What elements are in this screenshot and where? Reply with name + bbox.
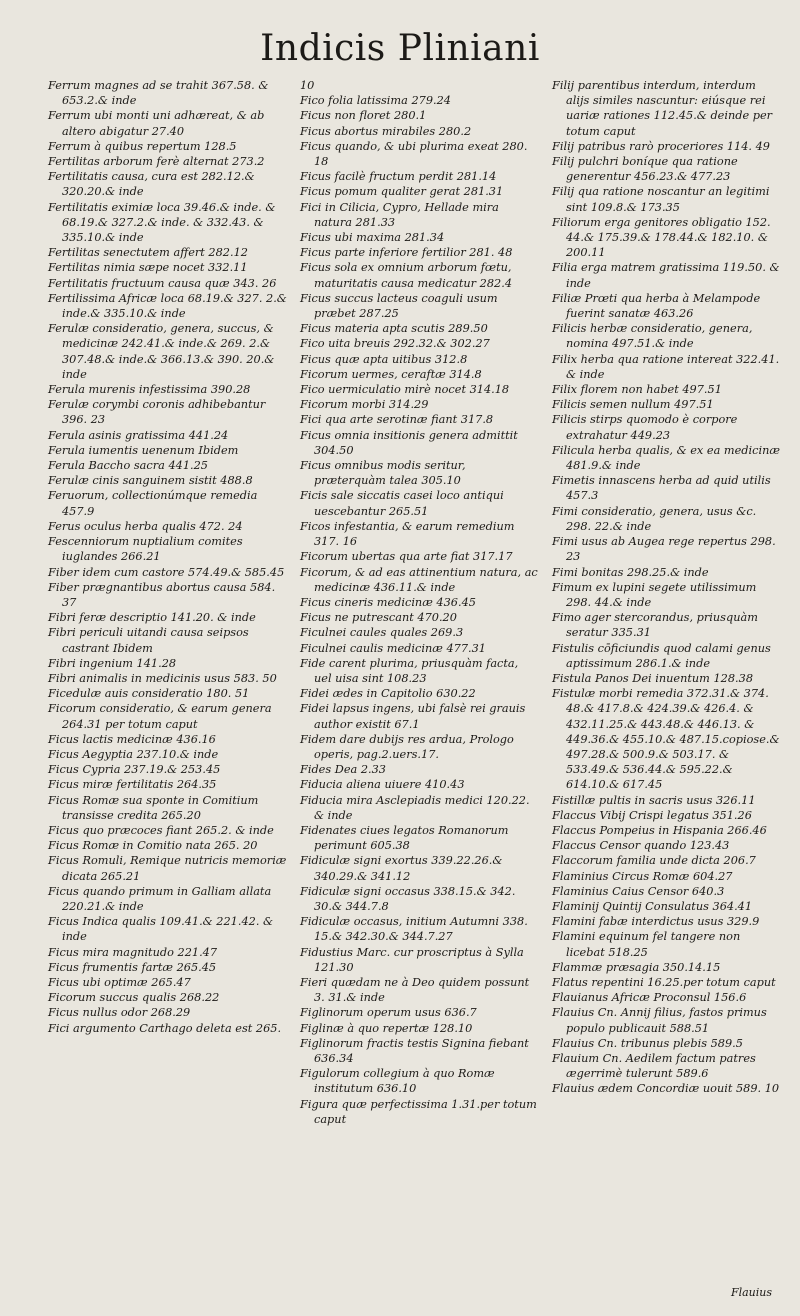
index-entry: Flaccus Censor quando 123.43 — [552, 839, 730, 853]
index-entry: Filij patribus rarò proceriores 114. 49 — [552, 139, 770, 153]
index-entry: Ficus cineris medicinæ 436.45 — [300, 595, 476, 609]
index-entry: Fistulæ morbi remedia 372.31.& 374. 48.& 417.8.& 424.39.& 426.4. & 432.11.25.& 443.48.& 446.13. & 449.36.& 455.10.& 487.15.copiose.& 497.28.& 500.9.& 503.17. & 533.49.& 536.44.& 595.22.& 614.10.& 617.45 — [552, 687, 780, 792]
index-entry: Filij pulchri boníque qua ratione generentur 456.23.& 477.23 — [552, 155, 738, 184]
index-entry: Ficus pomum qualiter gerat 281.31 — [300, 185, 504, 199]
index-entry: Figura quæ perfectissima 1.31.per totum caput — [300, 1097, 537, 1126]
index-entry: Ferrum ubi monti uni adhæreat, & ab altero abigatur 27.40 — [48, 109, 265, 138]
index-entry: Ficus Cypria 237.19.& 253.45 — [48, 763, 221, 777]
index-entry: Fici argumento Carthago deleta est 265. — [48, 1021, 282, 1035]
index-entry: Flammæ præsagia 350.14.15 — [552, 960, 721, 974]
index-entry: Ferula asinis gratissima 441.24 — [48, 428, 229, 442]
index-entry: Filicis stirps quomodo è corpore extrahatur 449.23 — [552, 413, 738, 442]
index-entry: Fiducia aliena uiuere 410.43 — [300, 778, 465, 792]
index-entry: Fidenates ciues legatos Romanorum perimunt 605.38 — [300, 823, 509, 853]
index-entry: Ficus miræ fertilitatis 264.35 — [48, 778, 217, 792]
index-entry: Ficus Romuli, Remique nutricis memoriæ dicata 265.21 — [48, 854, 287, 883]
index-entry: Filicula herba qualis, & ex ea medicinæ 481.9.& inde — [552, 443, 780, 473]
index-entry: Figlinæ à quo repertæ 128.10 — [300, 1021, 473, 1035]
index-entry: Ferula Baccho sacra 441.25 — [48, 459, 208, 473]
index-entry: Fides Dea 2.33 — [300, 763, 386, 777]
index-entry: Fimo ager stercorandus, priusquàm seratur 335.31 — [552, 611, 758, 640]
index-entry: Fistillæ pultis in sacris usus 326.11 — [552, 793, 756, 807]
index-entry: Flaminij Quintij Consulatus 364.41 — [552, 899, 753, 913]
index-entry: Flauianus Africæ Proconsul 156.6 — [552, 991, 747, 1005]
index-entry: Fico uermiculatio mirè nocet 314.18 — [300, 383, 510, 397]
index-entry: Ficis sale siccatis casei loco antiqui uescebantur 265.51 — [300, 489, 504, 518]
index-entry: Fimi usus ab Augea rege repertus 298. 23 — [552, 535, 776, 564]
index-entry: Ficus frumentis fartæ 265.45 — [48, 960, 217, 974]
index-entry: Fide carent plurima, priusquàm facta, uel uisa sint 108.23 — [300, 656, 519, 685]
index-entry: Ficorum, & ad eas attinentium natura, ac medicinæ 436.11.& inde — [300, 565, 538, 594]
index-entry: Fescenniorum nuptialium comites iuglandes 266.21 — [48, 535, 243, 564]
index-entry: Ficus mira magnitudo 221.47 — [48, 945, 218, 959]
index-entry: Ficorum succus qualis 268.22 — [48, 991, 220, 1005]
index-entry: Fertilitatis fructuum causa quæ 343. 26 — [48, 276, 277, 290]
index-entry: Fidustius Marc. cur proscriptus à Sylla 121.30 — [300, 945, 524, 974]
index-entry: Filicis semen nullum 497.51 — [552, 398, 714, 412]
index-entry: Fico folia latissima 279.24 — [300, 94, 451, 108]
index-entry: Fieri quædam ne à Deo quidem possunt 3. 31.& inde — [300, 975, 530, 1005]
index-entry: Fertilitas arborum ferè alternat 273.2 — [48, 155, 265, 169]
index-column-1 — [48, 78, 288, 1036]
index-entry: Filiæ Prœti qua herba à Melampode fuerint sanatæ 463.26 — [552, 291, 761, 321]
index-entry: Fidei ædes in Capitolio 630.22 — [300, 687, 476, 701]
index-entry: Ficus omnia insitionis genera admittit 304.50 — [300, 428, 518, 457]
index-entry: Filiorum erga genitores obligatio 152. 44.& 175.39.& 178.44.& 182.10. & 200.11 — [552, 215, 771, 260]
index-entry: Fidiculæ occasus, initium Autumni 338. 15.& 342.30.& 344.7.27 — [300, 915, 528, 944]
index-entry: Fidiculæ signi exortus 339.22.26.& 340.29.& 341.12 — [300, 854, 503, 883]
index-entry: 10 — [300, 79, 315, 92]
index-entry: Flauius Cn. Annij filius, fastos primus populo publicauit 588.51 — [552, 1006, 767, 1035]
index-entry: Ficus Romæ sua sponte in Comitium transisse credita 265.20 — [48, 793, 259, 822]
index-column-2 — [300, 78, 538, 1127]
index-entry: Ferus oculus herba qualis 472. 24 — [48, 519, 243, 533]
index-entry: Ficus quæ apta uitibus 312.8 — [300, 352, 468, 366]
index-entry: Ficus nullus odor 268.29 — [48, 1006, 191, 1020]
index-entry: Feruorum, collectionúmque remedia 457.9 — [48, 489, 258, 518]
index-entry: Flatus repentini 16.25.per totum caput — [552, 975, 776, 989]
index-entry: Ferrum à quibus repertum 128.5 — [48, 139, 237, 153]
index-entry: Flauius ædem Concordiæ uouit 589. 10 — [552, 1082, 780, 1096]
index-entry: Flaccorum familia unde dicta 206.7 — [552, 854, 756, 868]
index-entry: Figlinorum operum usus 636.7 — [300, 1006, 477, 1020]
index-entry: Ficus ne putrescant 470.20 — [300, 611, 457, 625]
index-entry: Ficus Romæ in Comitio nata 265. 20 — [48, 839, 258, 853]
index-entry: Fiducia mira Asclepiadis medici 120.22. & inde — [300, 793, 530, 822]
index-entry: Ficorum uermes, ceraftæ 314.8 — [300, 367, 482, 381]
index-entry: Fici qua arte serotinæ fiant 317.8 — [300, 413, 494, 427]
index-entry: Fidem dare dubijs res ardua, Prologo operis, pag.2.uers.17. — [300, 732, 514, 761]
index-entry: Figulorum collegium à quo Romæ institutum 636.10 — [300, 1067, 495, 1096]
index-entry: Flamini equinum fel tangere non licebat 518.25 — [552, 930, 741, 959]
index-entry: Ficus quo præcoces fiant 265.2. & inde — [48, 823, 274, 837]
index-entry: Flaccus Pompeius in Hispania 266.46 — [552, 823, 767, 837]
page-header: Indicis Pliniani — [260, 28, 540, 69]
index-entry: Ficus abortus mirabiles 280.2 — [300, 124, 472, 138]
catchword: Flauius — [730, 1286, 772, 1299]
index-entry: Fibri animalis in medicinis usus 583. 50 — [48, 671, 277, 685]
index-entry: Ficus materia apta scutis 289.50 — [300, 322, 488, 336]
index-entry: Fistulis cōficiundis quod calami genus aptissimum 286.1.& inde — [552, 641, 771, 670]
index-entry: Fistula Panos Dei inuentum 128.38 — [552, 671, 754, 685]
index-entry: Fimi consideratio, genera, usus &c. 298. 22.& inde — [552, 504, 757, 533]
index-entry: Fibri periculi uitandi causa seipsos castrant Ibidem — [48, 626, 249, 655]
index-entry: Filix florem non habet 497.51 — [552, 383, 722, 397]
index-entry: Figlinorum fractis testis Signina fiebant 636.34 — [300, 1036, 529, 1065]
index-entry: Ficus lactis medicinæ 436.16 — [48, 732, 216, 746]
index-entry: Ficos infestantia, & earum remedium 317. 16 — [300, 519, 515, 549]
index-entry: Ficorum ubertas qua arte fiat 317.17 — [300, 550, 513, 564]
index-entry: Ficorum consideratio, & earum genera 264.31 per totum caput — [48, 702, 272, 731]
index-entry: Ficulnei caules quales 269.3 — [300, 626, 464, 640]
index-entry: Fidei lapsus ingens, ubi falsè rei grauis author existit 67.1 — [300, 702, 526, 731]
index-entry: Ficedulæ auis consideratio 180. 51 — [48, 687, 250, 701]
index-entry: Fertilitas nimia sæpe nocet 332.11 — [48, 261, 248, 275]
index-entry: Ficus succus lacteus coaguli usum præbet 287.25 — [300, 291, 498, 321]
index-entry: Ficorum morbi 314.29 — [300, 398, 429, 412]
index-entry: Ficus facilè fructum perdit 281.14 — [300, 170, 497, 184]
index-entry: Fiber idem cum castore 574.49.& 585.45 — [48, 565, 285, 579]
index-entry: Ficulnei caulis medicinæ 477.31 — [300, 641, 486, 655]
index-column-3 — [552, 78, 780, 1097]
index-entry: Ficus omnibus modis seritur, præterquàm talea 305.10 — [300, 459, 466, 488]
index-entry: Filia erga matrem gratissima 119.50. & inde — [552, 261, 780, 290]
index-entry: Ferrum magnes ad se trahit 367.58. & 653.2.& inde — [48, 79, 269, 108]
index-entry: Ficus ubi optimæ 265.47 — [48, 975, 191, 989]
index-entry: Filix herba qua ratione intereat 322.41. & inde — [552, 352, 780, 381]
index-entry: Fibri feræ descriptio 141.20. & inde — [48, 611, 256, 625]
index-entry: Fiber prægnantibus abortus causa 584. 37 — [48, 580, 276, 609]
index-entry: Ficus quando, & ubi plurima exeat 280. 18 — [300, 139, 528, 169]
index-entry: Fici in Cilicia, Cypro, Hellade mira natura 281.33 — [300, 200, 499, 229]
index-entry: Fertilitatis eximiæ loca 39.46.& inde. & 68.19.& 327.2.& inde. & 332.43. & 335.10.& inde — [48, 200, 276, 245]
index-entry: Ficus quando primum in Galliam allata 220.21.& inde — [48, 884, 272, 913]
index-entry: Ferulæ consideratio, genera, succus, & medicinæ 242.41.& inde.& 269. 2.& 307.48.& inde.& 366.13.& 390. 20.& inde — [48, 322, 275, 381]
index-entry: Ficus Indica qualis 109.41.& 221.42. & inde — [48, 915, 274, 944]
index-entry: Flaminius Caius Censor 640.3 — [552, 884, 725, 898]
index-entry: Fidiculæ signi occasus 338.15.& 342. 30.& 344.7.8 — [300, 884, 516, 913]
index-entry: Filij parentibus interdum, interdum alijs similes nascuntur: eiúsque rei uariæ rationes 112.45.& deinde per totum caput — [552, 79, 773, 138]
index-entry: Ferulæ corymbi coronis adhibebantur 396. 23 — [48, 398, 266, 427]
index-entry: Flauius Cn. tribunus plebis 589.5 — [552, 1036, 743, 1050]
index-entry: Flamini fabæ interdictus usus 329.9 — [552, 915, 760, 929]
index-entry: Filij qua ratione noscantur an legitimi sint 109.8.& 173.35 — [552, 185, 770, 214]
index-entry: Fimi bonitas 298.25.& inde — [552, 565, 709, 579]
index-entry: Flaminius Circus Romæ 604.27 — [552, 869, 733, 883]
index-entry: Fimum ex lupini segete utilissimum 298. 44.& inde — [552, 580, 757, 609]
index-entry: Fibri ingenium 141.28 — [48, 656, 177, 670]
index-entry: Ficus non floret 280.1 — [300, 109, 427, 123]
index-entry: Ferula murenis infestissima 390.28 — [48, 383, 251, 397]
index-entry: Fico uita breuis 292.32.& 302.27 — [300, 337, 490, 351]
index-entry: Ferula iumentis uenenum Ibidem — [48, 443, 239, 457]
index-entry: Flaccus Vibij Crispi legatus 351.26 — [552, 808, 752, 822]
index-entry: Ficus ubi maxima 281.34 — [300, 231, 445, 245]
index-entry: Ferulæ cinis sanguinem sistit 488.8 — [48, 474, 253, 488]
index-entry: Ficus Aegyptia 237.10.& inde — [48, 747, 219, 761]
index-entry: Fimetis innascens herba ad quid utilis 457.3 — [552, 474, 771, 503]
index-entry: Ficus parte inferiore fertilior 281. 48 — [300, 246, 513, 260]
index-entry: Fertilitatis causa, cura est 282.12.& 320.20.& inde — [48, 170, 255, 199]
index-entry: Fertilissima Africæ loca 68.19.& 327. 2.& inde.& 335.10.& inde — [48, 291, 287, 321]
index-entry: Ficus sola ex omnium arborum fœtu, maturitatis causa medicatur 282.4 — [300, 261, 513, 290]
index-entry: Filicis herbæ consideratio, genera, nomina 497.51.& inde — [552, 322, 753, 351]
index-entry: Flauium Cn. Aedilem factum patres ægerrimè tulerunt 589.6 — [552, 1052, 756, 1081]
index-entry: Fertilitas senectutem affert 282.12 — [48, 246, 248, 260]
